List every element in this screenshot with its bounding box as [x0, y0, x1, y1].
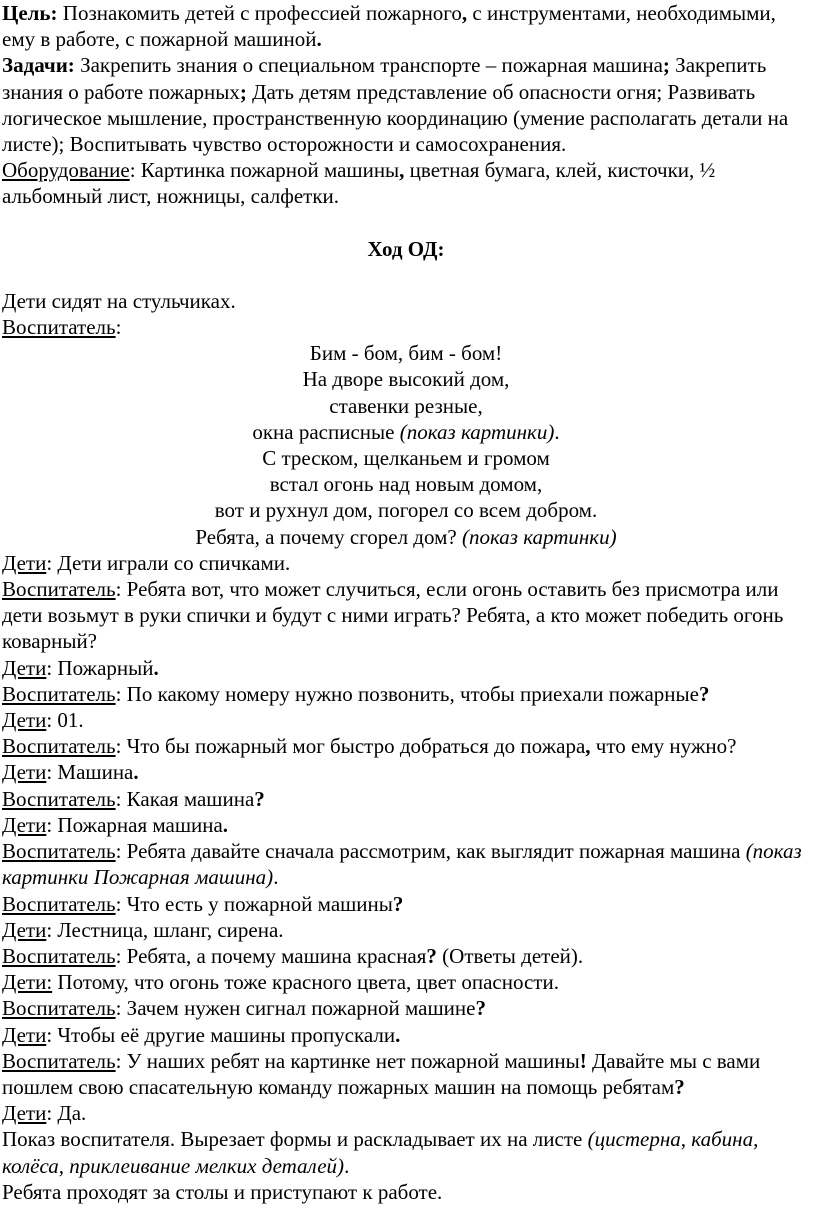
colon: :	[115, 315, 122, 340]
teacher-label: Воспитатель	[2, 839, 116, 864]
teacher-label: Воспитатель	[2, 943, 116, 968]
children-label: Дети	[2, 1101, 47, 1126]
poem-text: Ребята, а почему сгорел дом?	[195, 524, 462, 549]
dialog-punct: ?	[674, 1074, 685, 1099]
goal-label: Цель:	[2, 1, 58, 25]
dialog-text: что ему нужно?	[590, 734, 737, 759]
dialog-text: : Что есть у пожарной машины	[115, 891, 393, 916]
stage-direction: (показ картинки)	[399, 419, 555, 444]
dialog-text: (Ответы детей).	[436, 943, 584, 968]
dialog-punct: .	[133, 760, 139, 785]
poem-line	[2, 524, 810, 550]
teacher-label: Воспитатель	[2, 577, 116, 602]
dialog-children	[2, 707, 810, 733]
dialog-teacher	[2, 681, 810, 707]
poem-line: Бим - бом, бим - бом!	[309, 341, 503, 366]
children-label: Дети	[2, 708, 47, 733]
closing-line: Ребята проходят за столы и приступают к работе.	[2, 1179, 443, 1204]
dialog-text: Потому, что огонь тоже красного цвета, цвет опасности.	[52, 970, 559, 995]
closing-paragraph	[2, 1126, 810, 1178]
teacher-label: Воспитатель	[2, 1048, 116, 1073]
dialog-punct: ?	[698, 681, 710, 706]
children-label: Дети	[2, 812, 47, 837]
poem-line: ставенки резные,	[329, 393, 483, 418]
dialog-teacher	[2, 891, 810, 917]
children-label: Дети	[2, 760, 47, 785]
dialog-teacher	[2, 1048, 810, 1100]
dialog-teacher	[2, 786, 810, 812]
poem-line: На дворе высокий дом,	[302, 367, 510, 392]
dialog-teacher	[2, 576, 810, 655]
children-label: Дети:	[2, 970, 53, 995]
dialog-children	[2, 917, 810, 943]
dialog-text: .	[273, 865, 279, 890]
children-label: Дети	[2, 1022, 47, 1047]
equipment-label: Оборудование	[2, 158, 130, 183]
dialog-text: : У наших ребят на картинке нет пожарной машины	[115, 1048, 580, 1073]
children-label: Дети	[2, 550, 47, 575]
equipment-text-2: цветная бумага, клей, кисточки, ½ альбомный лист, ножницы, салфетки.	[2, 158, 716, 209]
dialog-text: Давайте мы с вами пошлем свою спасательную команду пожарных машин на помощь ребятам	[2, 1048, 761, 1099]
stage-direction: (показ картинки Пожарная машина)	[2, 839, 802, 890]
dialog-punct: .	[222, 812, 229, 837]
dialog-text: : Ребята давайте сначала рассмотрим, как выглядит пожарная машина	[115, 839, 746, 864]
dialog-teacher	[2, 995, 810, 1021]
poem-text: окна расписные	[252, 419, 400, 444]
teacher-label: Воспитатель	[2, 315, 116, 340]
dialog-children	[2, 759, 810, 785]
dialog-text: : Зачем нужен сигнал пожарной машине	[115, 996, 476, 1021]
goal-text-2: с инструментами, необходимыми, ему в работе, с пожарной машиной	[2, 1, 776, 52]
equipment-text-1: : Картинка пожарной машины	[129, 158, 400, 183]
tasks-sep-1: ;	[662, 53, 670, 78]
dialog-teacher	[2, 838, 810, 890]
tasks-paragraph	[2, 52, 810, 157]
dialog-text: : Пожарный	[46, 655, 154, 680]
dialog-punct: ?	[426, 943, 437, 968]
dialog-punct: .	[395, 1022, 401, 1047]
poem-line: вот и рухнул дом, погорел со всем добром.	[214, 498, 598, 523]
intro-line: Дети сидят на стульчиках.	[2, 288, 236, 313]
teacher-label: Воспитатель	[2, 891, 116, 916]
tasks-label: Задачи:	[2, 53, 75, 78]
dialog-teacher	[2, 943, 810, 969]
teacher-line-intro	[2, 314, 810, 340]
dialog-punct: !	[579, 1048, 587, 1073]
goal-text: Познакомить детей с профессией пожарного	[57, 1, 462, 25]
dialog-text: : Дети играли со спичками.	[46, 550, 291, 575]
teacher-label: Воспитатель	[2, 734, 116, 759]
dialog-text: : Ребята вот, что может случиться, если огонь оставить без присмотра или дети возьмут в руки спички и будут с ними играть? Ребята, а кто может победить огонь коварный?	[2, 577, 784, 654]
teacher-label: Воспитатель	[2, 996, 116, 1021]
stage-direction: (цистерна, кабина, колёса, приклеивание мелких деталей)	[2, 1127, 759, 1178]
section-heading: Ход ОД:	[367, 236, 445, 261]
dialog-text: : Что бы пожарный мог быстро добраться до пожара	[115, 734, 586, 759]
dialog-children	[2, 1100, 810, 1126]
dialog-text: : Пожарная машина	[46, 812, 223, 837]
dialog-text: : 01.	[46, 708, 84, 733]
goal-dot: .	[316, 27, 322, 52]
tasks-sep-2: ;	[239, 79, 247, 104]
dialog-children	[2, 550, 810, 576]
dialog-text: : Лестница, шланг, сирена.	[46, 917, 284, 942]
tasks-text-2: Закрепить знания о работе пожарных	[2, 53, 767, 104]
closing-text: Показ воспитателя. Вырезает формы и раскладывает их на листе	[2, 1127, 588, 1152]
dialog-text: : Машина	[46, 760, 134, 785]
tasks-text-3: Дать детям представление об опасности огня; Развивать логическое мышление, пространственную координацию (умение располагать детали на листе); Воспитывать чувство осторожности и самосохранения.	[2, 79, 789, 157]
dialog-children	[2, 655, 810, 681]
poem-line: встал огонь над новым домом,	[269, 472, 543, 497]
dialog-punct: ?	[392, 891, 404, 916]
tasks-text-1: Закрепить знания о специальном транспорте – пожарная машина	[74, 53, 663, 78]
goal-paragraph	[2, 0, 810, 52]
equipment-paragraph	[2, 157, 810, 209]
poem-line: С треском, щелканьем и громом	[262, 446, 550, 471]
dialog-teacher	[2, 733, 810, 759]
poem-line	[2, 419, 810, 445]
dialog-text: : Какая машина	[115, 786, 255, 811]
teacher-label: Воспитатель	[2, 786, 116, 811]
dialog-children	[2, 812, 810, 838]
children-label: Дети	[2, 655, 47, 680]
dialog-punct: ,	[585, 734, 591, 759]
poem-text: .	[554, 419, 560, 444]
dialog-children	[2, 969, 810, 995]
closing-text: .	[344, 1153, 350, 1178]
dialog-punct: ?	[254, 786, 265, 811]
goal-comma: ,	[461, 1, 468, 25]
dialog-children	[2, 1022, 810, 1048]
poem	[2, 340, 810, 550]
dialog-punct: ?	[475, 996, 486, 1021]
dialog-text: : Ребята, а почему машина красная	[115, 943, 427, 968]
dialog-text: : Да.	[46, 1101, 87, 1126]
dialog-punct: .	[153, 655, 159, 680]
teacher-label: Воспитатель	[2, 681, 116, 706]
dialog-text: : Чтобы её другие машины пропускали	[46, 1022, 396, 1047]
children-label: Дети	[2, 917, 47, 942]
dialog-text: : По какому номеру нужно позвонить, чтобы приехали пожарные	[115, 681, 699, 706]
stage-direction: (показ картинки)	[461, 524, 617, 549]
equipment-comma: ,	[399, 158, 405, 183]
